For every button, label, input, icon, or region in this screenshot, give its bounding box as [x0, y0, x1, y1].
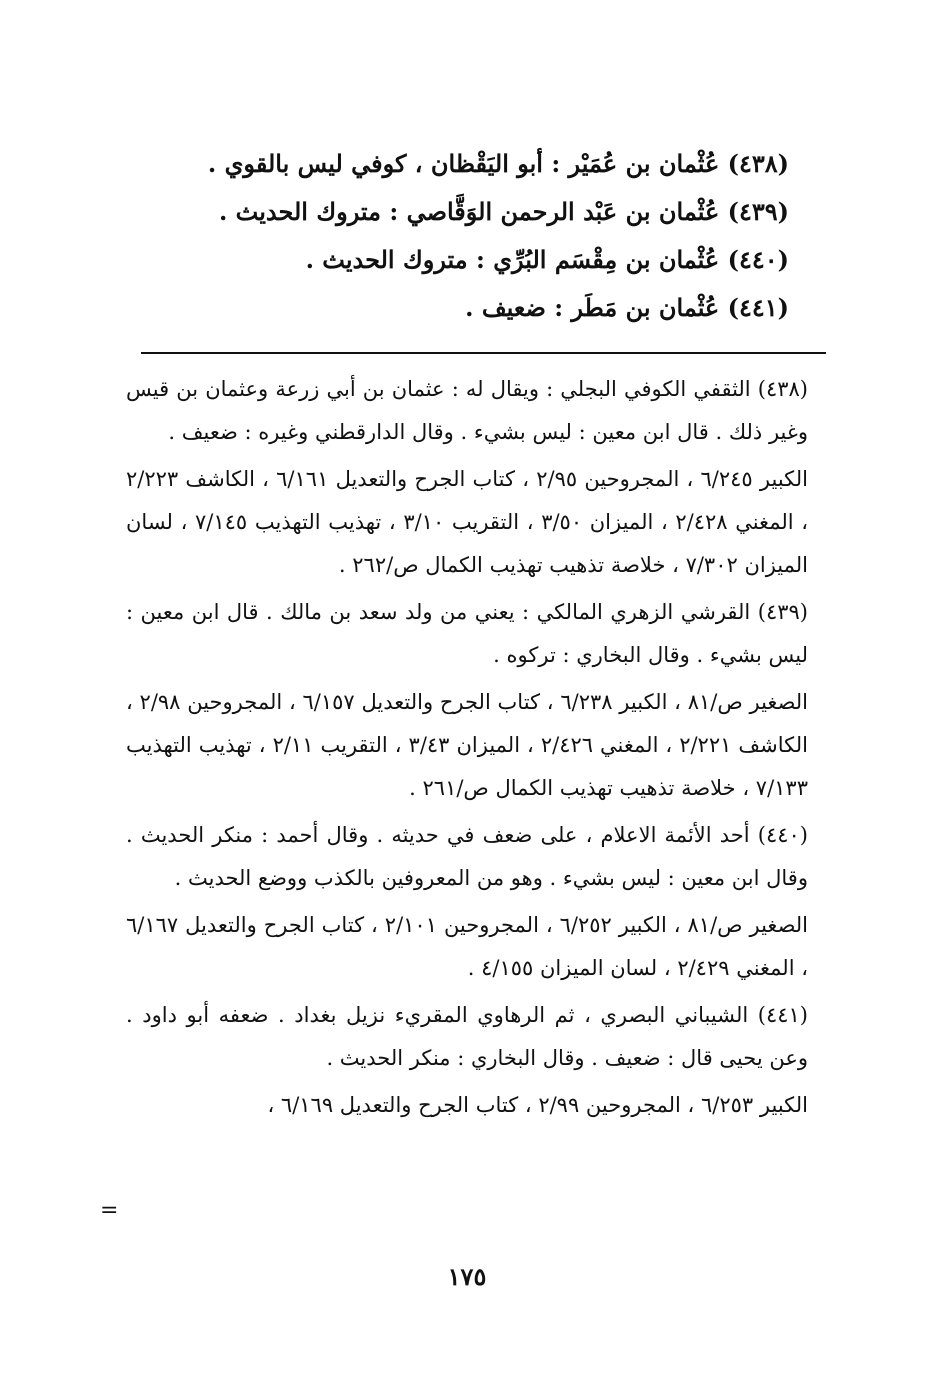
footnote-441: (٤٤١) الشيباني البصري ، ثم الرهاوي المقريء نزيل بغداد . ضعفه أبو داود . وعن يحيى قال : ضعيف . وقال البخاري : منكر الحديث .	[126, 1003, 808, 1070]
footnote-divider	[141, 352, 826, 354]
footnote-439: (٤٣٩) القرشي الزهري المالكي : يعني من ولد سعد بن مالك . قال ابن معين : ليس بشيء . وقال البخاري : تركوه .	[126, 600, 808, 667]
footnote-438: (٤٣٨) الثقفي الكوفي البجلي : ويقال له : عثمان بن أبي زرعة وعثمان بن قيس وغير ذلك . قال ابن معين : ليس بشيء . وقال الدارقطني وغيره : ضعيف .	[126, 377, 808, 444]
footnotes	[126, 368, 808, 1127]
footnote-439-references: الصغير ص/٨١ ، الكبير ٦/٢٣٨ ، كتاب الجرح والتعديل ٦/١٥٧ ، المجروحين ٢/٩٨ ، الكاشف ٢/٢٢١ ، المغني ٢/٤٢٦ ، الميزان ٣/٤٣ ، التقريب ٢/١١ ، تهذيب التهذيب ٧/١٣٣ ، خلاصة تذهيب تهذيب الكمال ص/٢٦١ .	[126, 690, 809, 800]
footnote-441-references: الكبير ٦/٢٥٣ ، المجروحين ٢/٩٩ ، كتاب الجرح والتعديل ٦/١٦٩ ،	[267, 1093, 808, 1117]
footnote-438-references: الكبير ٦/٢٤٥ ، المجروحين ٢/٩٥ ، كتاب الجرح والتعديل ٦/١٦١ ، الكاشف ٢/٢٢٣ ، المغني ٢/٤٢٨ ، الميزان ٣/٥٠ ، التقريب ٣/١٠ ، تهذيب التهذيب ٧/١٤٥ ، لسان الميزان ٧/٣٠٢ ، خلاصة تذهيب تهذيب الكمال ص/٢٦٢ .	[126, 467, 808, 577]
footnote-440: (٤٤٠) أحد الأئمة الاعلام ، على ضعف في حديثه . وقال أحمد : منكر الحديث . وقال ابن معين : ليس بشيء . وهو من المعروفين بالكذب ووضع الحديث .	[126, 823, 808, 890]
entry-438: (٤٣٨) عُثْمان بن عُمَيْر : أبو اليَقْظان ، كوفي ليس بالقوي .	[207, 149, 789, 178]
entry-439: (٤٣٩) عُثْمان بن عَبْد الرحمن الوَقَّاصي : متروك الحديث .	[218, 197, 789, 226]
page-number: ١٧٥	[447, 1262, 487, 1291]
entry-440: (٤٤٠) عُثْمان بن مِقْسَم البُرِّي : متروك الحديث .	[305, 245, 789, 274]
entries-list	[207, 140, 789, 332]
entry-441: (٤٤١) عُثْمان بن مَطَر : ضعيف .	[465, 293, 789, 322]
footnote-440-references: الصغير ص/٨١ ، الكبير ٦/٢٥٢ ، المجروحين ٢/١٠١ ، كتاب الجرح والتعديل ٦/١٦٧ ، المغني ٢/٤٢٩ ، لسان الميزان ٤/١٥٥ .	[126, 913, 809, 980]
continuation-mark: =	[100, 1198, 119, 1223]
